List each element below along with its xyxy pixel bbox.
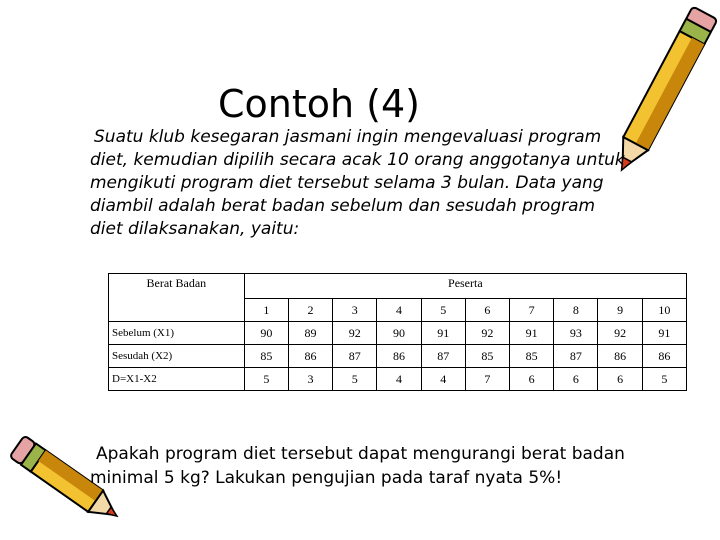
table-cell: 92 [598, 322, 642, 345]
table-cell: 92 [333, 322, 377, 345]
intro-line: diet dilaksanakan, yaitu: [90, 219, 300, 239]
table-cell: 5 [244, 368, 288, 391]
row-label: D=X1-X2 [109, 368, 245, 391]
question-line: minimal 5 kg? Lakukan pengujian pada taraf nyata 5%! [90, 468, 563, 488]
table-cell: 89 [288, 322, 332, 345]
participant-number: 9 [598, 299, 642, 322]
intro-line: diambil adalah berat badan sebelum dan sesudah program [90, 196, 596, 216]
table-cell: 86 [642, 345, 686, 368]
table-cell: 7 [465, 368, 509, 391]
table-cell: 87 [421, 345, 465, 368]
table-row [109, 345, 687, 368]
participant-number: 7 [510, 299, 554, 322]
intro-paragraph [90, 126, 690, 241]
peserta-header: Peserta [244, 274, 686, 299]
participant-number: 10 [642, 299, 686, 322]
table-cell: 92 [465, 322, 509, 345]
intro-line: diet, kemudian dipilih secara acak 10 orang anggotanya untuk [90, 150, 625, 170]
table-cell: 5 [333, 368, 377, 391]
table-cell: 90 [377, 322, 421, 345]
table-cell: 85 [465, 345, 509, 368]
slide-title: Contoh (4) [218, 82, 421, 126]
table-cell: 85 [510, 345, 554, 368]
table-cell: 91 [510, 322, 554, 345]
table-cell: 90 [244, 322, 288, 345]
participant-number: 2 [288, 299, 332, 322]
table-cell: 87 [554, 345, 598, 368]
participant-number: 8 [554, 299, 598, 322]
table-cell: 93 [554, 322, 598, 345]
intro-line: mengikuti program diet tersebut selama 3 bulan. Data yang [90, 173, 604, 193]
intro-line: Suatu klub kesegaran jasmani ingin mengevaluasi program [94, 127, 602, 147]
question-line: Apakah program diet tersebut dapat mengurangi berat badan [96, 444, 625, 464]
participant-number: 5 [421, 299, 465, 322]
question-paragraph [90, 442, 700, 490]
table-cell: 91 [642, 322, 686, 345]
row-label: Sesudah (X2) [109, 345, 245, 368]
table-cell: 85 [244, 345, 288, 368]
table-cell: 86 [288, 345, 332, 368]
participant-number: 3 [333, 299, 377, 322]
table-cell: 6 [598, 368, 642, 391]
participant-number: 6 [465, 299, 509, 322]
table-cell: 86 [598, 345, 642, 368]
table-row [109, 368, 687, 391]
table-cell: 6 [510, 368, 554, 391]
table-cell: 91 [421, 322, 465, 345]
table-cell: 4 [377, 368, 421, 391]
table-row [109, 322, 687, 345]
participant-number: 1 [244, 299, 288, 322]
table-header-row [109, 274, 687, 299]
corner-header: Berat Badan [109, 274, 245, 322]
row-label: Sebelum (X1) [109, 322, 245, 345]
participant-number: 4 [377, 299, 421, 322]
table-cell: 4 [421, 368, 465, 391]
table-cell: 87 [333, 345, 377, 368]
table-cell: 86 [377, 345, 421, 368]
table-cell: 6 [554, 368, 598, 391]
table-cell: 3 [288, 368, 332, 391]
weight-table [108, 273, 687, 391]
table-cell: 5 [642, 368, 686, 391]
